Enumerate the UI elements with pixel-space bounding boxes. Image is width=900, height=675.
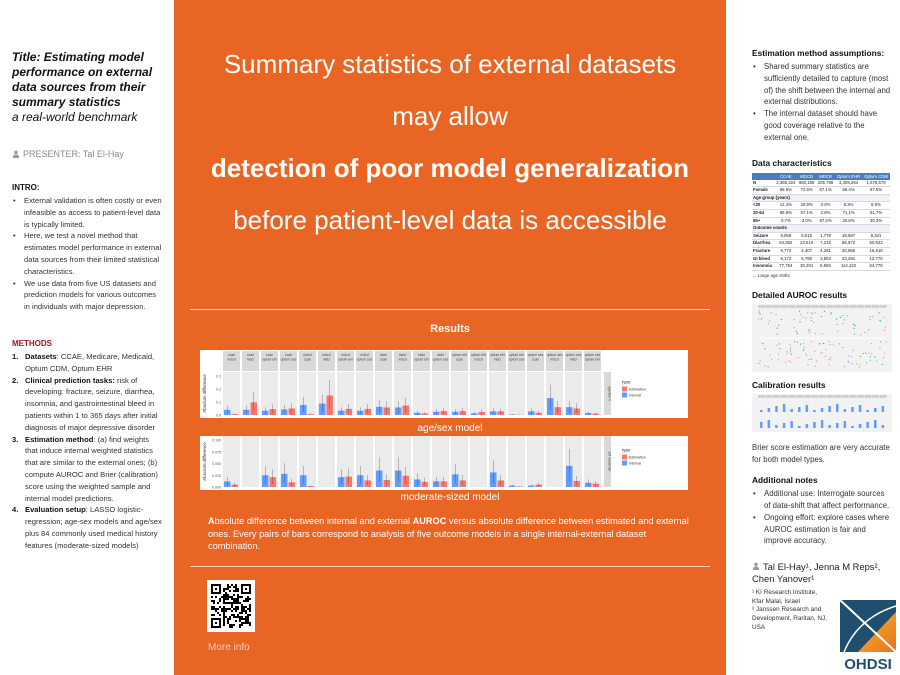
column-header: CCAE	[774, 173, 797, 180]
svg-text:mdcd: mdcd	[303, 353, 312, 357]
svg-text:mdcr: mdcr	[569, 357, 578, 362]
auroc-scatter-thumbnail	[752, 304, 892, 372]
svg-text:mdcr: mdcr	[398, 353, 407, 357]
left-column	[0, 0, 172, 675]
svg-text:optum ses: optum ses	[356, 357, 373, 362]
svg-text:ccae: ccae	[246, 353, 255, 357]
facet-panel	[508, 436, 525, 487]
intro-item: • Here, we test a novel method that estimates model performance in external data sources from their limited statistical characteristics.	[12, 230, 162, 277]
divider	[190, 309, 710, 310]
calibration-results-figure	[752, 394, 892, 432]
legend-title: type	[622, 379, 631, 385]
note-item: • Ongoing effort: explore cases where AUROC estimation is fair and improve accuracy.	[752, 512, 892, 547]
svg-text:optum ses: optum ses	[584, 353, 601, 357]
chart-caption-moderate: moderate-sized model	[400, 492, 500, 503]
drop-letter: A	[208, 516, 215, 526]
y-axis-label: Absolute difference	[202, 442, 207, 481]
facet-panel	[584, 436, 601, 487]
item-text: : LASSO logistic-regression; age-sex models and age/sex plus 84 commonly used medical history features (moderate-sized models)	[25, 505, 162, 550]
y-axis-label: Absolute difference	[202, 374, 207, 413]
facet-panel	[413, 372, 430, 415]
ohdsi-logo	[838, 598, 898, 673]
facet-panel	[527, 372, 544, 415]
column-header: MDCD	[797, 173, 816, 180]
ohdsi-logo-icon	[838, 598, 898, 673]
facet-panel	[432, 372, 449, 415]
facet-panel	[470, 436, 487, 487]
column-header	[752, 173, 774, 180]
item-text: risk of developing: fracture, seizure, diarrhea, insomnia, and gastrointestinal bleed in patients within 1 to 365 days after initial diagnosis of major depressive disorder	[25, 375, 158, 432]
item-number: 1.	[12, 351, 19, 361]
svg-text:LR moderate: LR moderate	[607, 451, 612, 472]
svg-text:optum ses: optum ses	[565, 353, 582, 357]
svg-text:mdcd: mdcd	[360, 353, 369, 357]
item-number: 2.	[12, 375, 19, 385]
headline-line-2: may allow	[392, 101, 508, 131]
svg-text:OHDSI: OHDSI	[844, 656, 892, 673]
svg-text:mdcd: mdcd	[322, 353, 331, 357]
svg-text:optum ehr: optum ehr	[470, 353, 487, 357]
chart-age-sex	[200, 350, 688, 418]
table-row: Female 68.6% 72.5% 67.1% 69.4% 67.5%	[752, 187, 890, 195]
table-note: → Large age shifts	[752, 272, 790, 278]
chart-caption-age-sex: age/sex model	[417, 423, 483, 434]
affiliations	[752, 589, 830, 632]
additional-notes-heading: Additional notes	[752, 475, 818, 486]
svg-text:optum ses: optum ses	[546, 353, 563, 357]
bar-chart-moderate	[200, 436, 688, 490]
svg-text:0.1: 0.1	[216, 400, 221, 405]
legend-entry: Estimation	[629, 387, 646, 392]
item-text: : (a) find weights that induce internal weighted statistics that are similar to the external ones; (b) compute AUROC and Brier (calibration) score using the weighted sample and internal model predictions.	[25, 434, 158, 503]
facet-panel	[584, 372, 601, 415]
svg-text:optum ses: optum ses	[432, 357, 449, 362]
item-label: Clinical prediction tasks:	[25, 375, 115, 385]
table-row: Insomnia 77,754 30,201 6,950 114,422 64,778	[752, 263, 890, 271]
assumptions-list	[752, 61, 892, 144]
headline-line-3: detection of poor model generalization	[210, 153, 690, 183]
svg-text:0.075: 0.075	[212, 450, 221, 455]
svg-text:mdcr: mdcr	[322, 357, 331, 362]
facet-panel	[337, 372, 354, 415]
data-characteristics-heading: Data characteristics	[752, 157, 832, 168]
auroc-results-figure	[752, 304, 892, 372]
svg-text:0.3: 0.3	[216, 374, 221, 379]
table-row: Fracture 9,772 4,407 4,281 20,655 16,618	[752, 247, 890, 255]
svg-text:mdcd: mdcd	[474, 357, 483, 362]
methods-list	[12, 351, 162, 552]
facet-panel	[223, 436, 240, 487]
svg-text:mdcr: mdcr	[246, 357, 255, 362]
legend-entry: Estimation	[629, 455, 646, 460]
assumption-item: • The internal dataset should have good coverage relative to the external one.	[752, 108, 892, 143]
authors	[752, 561, 892, 585]
methods-item	[12, 375, 162, 434]
brier-text: Brier score estimation are very accurate for both model types.	[752, 442, 890, 464]
affiliation: ¹ KI Research Institute, Kfar Malal, Israel	[752, 589, 817, 605]
table-row: Diarrhea 54,362 23,510 7,218 86,972 50,622	[752, 240, 890, 248]
chart-moderate	[200, 436, 688, 490]
facet-panel	[261, 372, 278, 415]
calibration-heading: Calibration results	[752, 379, 826, 390]
svg-text:optum ehr: optum ehr	[337, 357, 354, 362]
author-names: Tal El-Hay¹, Jenna M Reps², Chen Yanover¹	[752, 561, 881, 585]
qr-code[interactable]	[207, 580, 255, 632]
svg-text:optum ehr: optum ehr	[508, 353, 525, 357]
desc-text: bsolute difference between internal and external	[214, 516, 413, 526]
svg-text:mdcr: mdcr	[379, 353, 388, 357]
column-header: Optum EHR	[836, 173, 861, 179]
table-row: Outcome counts	[752, 225, 890, 233]
facet-panel	[432, 436, 449, 487]
desc-text: versus absolute difference between estimated and external ones. Every pairs of bars correspond to analysis of five outcome models in a single internal-external dataset combination.	[208, 516, 689, 551]
svg-text:mdcd: mdcd	[550, 357, 559, 362]
column-header: MDCR	[816, 173, 835, 180]
item-number: 4.	[12, 505, 19, 515]
column-header: Optum CDM	[862, 173, 890, 180]
table-row: 65+ 0.7% 3.0% 97.2% 20.6% 30.3%	[752, 217, 890, 225]
divider	[190, 566, 710, 567]
item-label: Estimation method	[25, 434, 94, 444]
facet-panel	[356, 372, 373, 415]
presenter-name: PRESENTER: Tal El-Hay	[23, 149, 124, 159]
facet-panel	[318, 436, 335, 487]
facet-panel	[546, 436, 563, 487]
svg-text:mdcd: mdcd	[227, 357, 236, 362]
item-number: 3.	[12, 434, 19, 444]
facet-panel	[470, 372, 487, 415]
headline-line-1: Summary statistics of external datasets	[223, 49, 677, 79]
legend-title: type	[622, 447, 631, 453]
affiliation: ² Janssen Research and Development, Raritan, NJ, USA	[752, 606, 827, 631]
svg-text:ccae: ccae	[227, 353, 236, 357]
headline-line-4: before patient-level data is accessible	[233, 205, 667, 235]
svg-text:mdcd: mdcd	[341, 353, 350, 357]
svg-text:mdcd: mdcd	[398, 357, 407, 362]
facet-panel	[451, 372, 468, 415]
table-row: Age group (years)	[752, 194, 890, 202]
person-icon	[752, 562, 760, 570]
intro-list	[12, 195, 162, 313]
svg-text:ccae: ccae	[303, 357, 312, 362]
calibration-bar-thumbnail	[752, 394, 892, 432]
results-heading: Results	[430, 323, 470, 335]
svg-text:mdcr: mdcr	[417, 353, 426, 357]
table-header-row	[752, 173, 890, 180]
table-row: <20 12.4% 29.9% 0.0% 8.3% 8.0%	[752, 202, 890, 210]
svg-text:age/sex lr: age/sex lr	[607, 386, 612, 401]
person-icon	[12, 150, 20, 158]
assumptions-heading: Estimation method assumptions:	[752, 48, 885, 58]
item-text: : CCAE, Medicare, Medicaid, Optum CDM, Optum EHR	[25, 351, 155, 373]
methods-item	[12, 434, 162, 505]
svg-text:ccae: ccae	[265, 353, 274, 357]
center-panel	[174, 0, 726, 675]
svg-text:optum ehr: optum ehr	[489, 353, 506, 357]
facet-panel	[242, 436, 259, 487]
data-characteristics-table	[752, 173, 890, 271]
qr-code-icon	[211, 584, 251, 628]
notes-list	[752, 488, 892, 547]
presenter	[12, 149, 162, 159]
svg-text:optum ehr: optum ehr	[584, 357, 601, 362]
svg-text:0.000: 0.000	[212, 485, 221, 490]
svg-text:optum ehr: optum ehr	[261, 357, 278, 362]
svg-text:0.2: 0.2	[216, 387, 221, 392]
svg-text:0.025: 0.025	[212, 473, 221, 478]
svg-text:0.050: 0.050	[212, 462, 221, 466]
assumption-item: • Shared summary statistics are sufficiently detailed to capture (most of) the shift between the internal and external distributions.	[752, 61, 892, 108]
legend-entry: Internal	[629, 393, 641, 398]
intro-item: • We use data from five US datasets and prediction models for various outcomes in individuals with major depression.	[12, 278, 162, 313]
bar-chart-age-sex	[200, 350, 688, 418]
legend-entry: Internal	[629, 461, 641, 466]
table-row: 20-64 86.9% 67.1% 2.8% 71.1% 61.7%	[752, 209, 890, 217]
svg-text:optum ehr: optum ehr	[413, 357, 430, 362]
facet-panel	[527, 436, 544, 487]
poster-subtitle: a real-world benchmark	[12, 110, 138, 124]
headline	[174, 38, 726, 246]
note-item: • Additional use: Interrogate sources of data-shift that affect performance.	[752, 488, 892, 512]
intro-item: • External validation is often costly or even infeasible as access to patient-level data is typically limited.	[12, 195, 162, 230]
right-column	[740, 0, 900, 675]
methods-item	[12, 351, 162, 375]
facet-panel	[508, 372, 525, 415]
svg-text:ccae: ccae	[284, 353, 293, 357]
facet-panel	[489, 372, 506, 415]
methods-heading: METHODS	[12, 338, 52, 348]
svg-text:ccae: ccae	[379, 357, 388, 362]
desc-bold: AUROC	[412, 516, 447, 526]
svg-text:optum ses: optum ses	[527, 353, 544, 357]
svg-text:optum ehr: optum ehr	[451, 353, 468, 357]
svg-text:ccae: ccae	[531, 357, 540, 362]
svg-text:0.100: 0.100	[212, 438, 221, 443]
table-row: N 2,365,324 660,158 205,789 3,309,264 1,678,579	[752, 180, 890, 187]
svg-text:0.0: 0.0	[216, 413, 221, 418]
results-description	[208, 515, 698, 553]
facet-panel	[223, 372, 240, 415]
table-row: GI bleed 8,172 5,780 3,504 23,291 12,775	[752, 255, 890, 263]
svg-text:mdcr: mdcr	[436, 353, 445, 357]
svg-text:mdcr: mdcr	[493, 357, 502, 362]
svg-text:optum ses: optum ses	[508, 357, 525, 362]
item-label: Evaluation setup	[25, 505, 86, 515]
intro-heading: INTRO:	[12, 183, 40, 192]
item-label: Datasets	[25, 351, 57, 361]
methods-item	[12, 504, 162, 551]
svg-text:ccae: ccae	[455, 357, 464, 362]
poster-title: Title: Estimating model performance on external data sources from their summary statistics	[12, 50, 153, 109]
svg-text:optum ses: optum ses	[280, 357, 297, 362]
auroc-heading: Detailed AUROC results	[752, 289, 848, 300]
table-row: Seizure 9,058 6,515 1,778 18,597 9,341	[752, 232, 890, 240]
more-info-link[interactable]: More info	[208, 642, 250, 653]
facet-panel	[413, 436, 430, 487]
